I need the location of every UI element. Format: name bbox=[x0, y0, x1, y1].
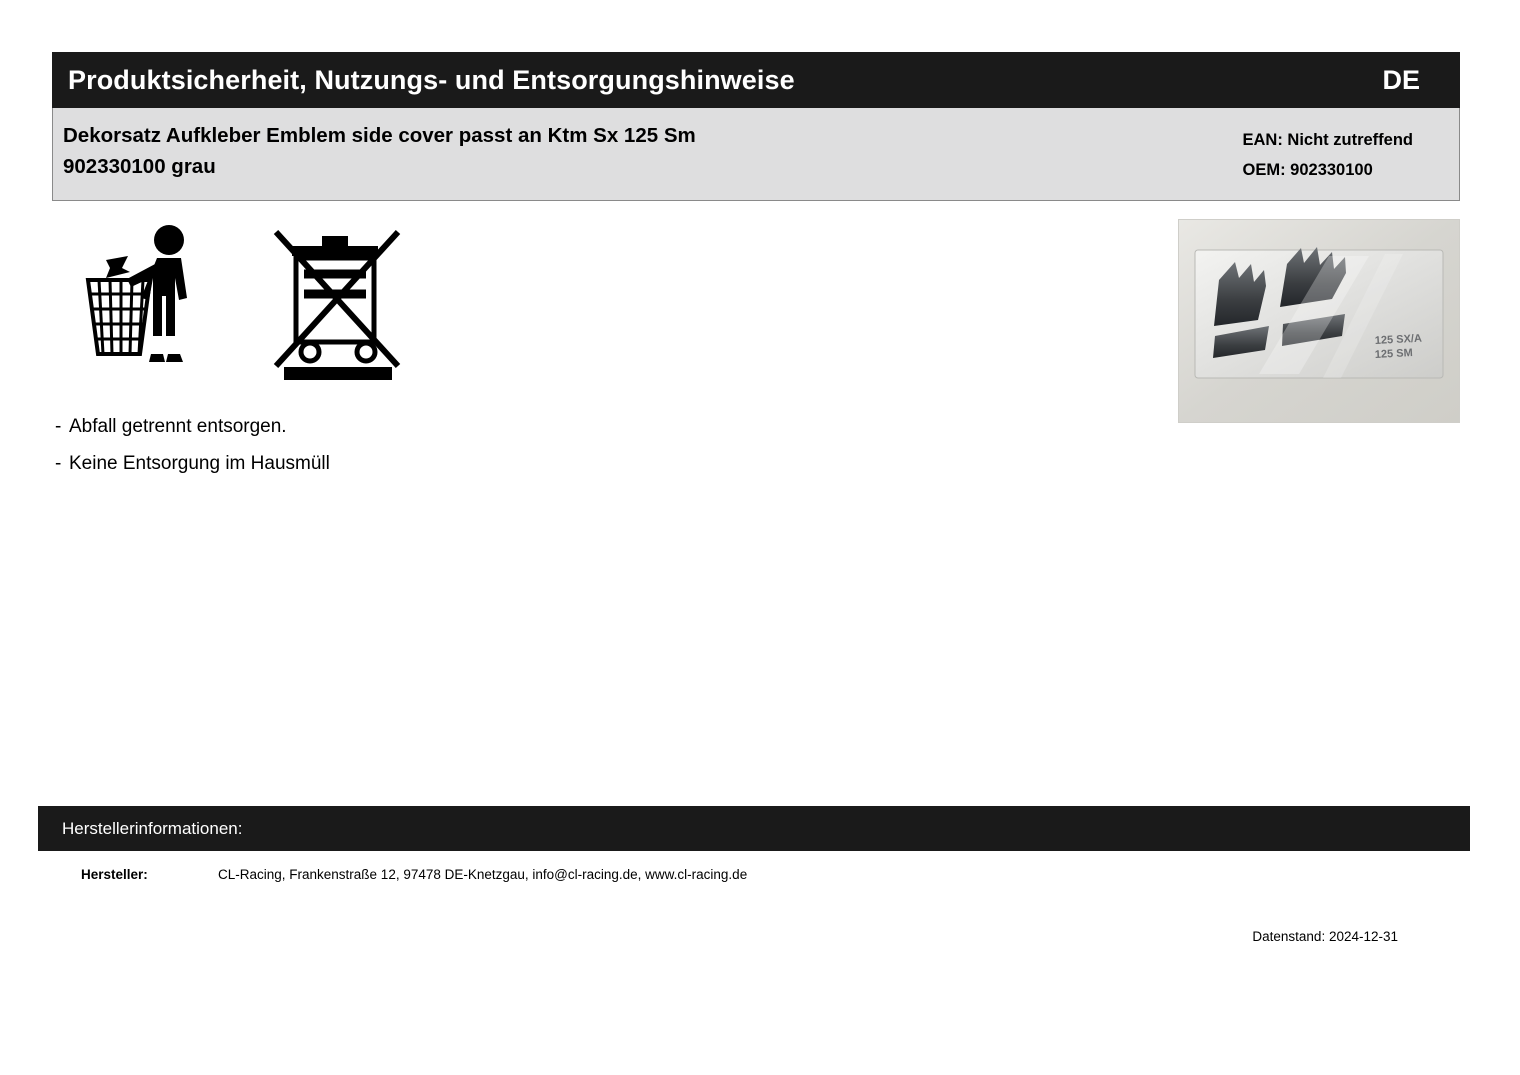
product-name-line-1: Dekorsatz Aufkleber Emblem side cover passt an Ktm Sx 125 Sm bbox=[63, 124, 696, 147]
note-text: Abfall getrennt entsorgen. bbox=[69, 416, 287, 437]
manufacturer-value: CL-Racing, Frankenstraße 12, 97478 DE-Knetzgau, info@cl-racing.de, www.cl-racing.de bbox=[218, 866, 748, 882]
manufacturer-row bbox=[38, 860, 1470, 888]
svg-text:125 SX/A: 125 SX/A bbox=[1374, 332, 1423, 347]
data-status: Datenstand: 2024-12-31 bbox=[1252, 929, 1398, 944]
bullet-dash: - bbox=[55, 416, 62, 437]
oem-value: OEM: 902330100 bbox=[1242, 161, 1373, 179]
note-text: Keine Entsorgung im Hausmüll bbox=[69, 453, 330, 474]
litter-bin-icon bbox=[80, 222, 215, 387]
list-item bbox=[55, 408, 755, 445]
manufacturer-label: Hersteller: bbox=[81, 866, 148, 882]
product-photo bbox=[1178, 219, 1460, 423]
page-title: Produktsicherheit, Nutzungs- und Entsorgungshinweise bbox=[68, 64, 795, 95]
list-item bbox=[55, 445, 755, 482]
product-name-line-2: 902330100 grau bbox=[63, 155, 216, 178]
language-badge: DE bbox=[1382, 64, 1420, 95]
product-identifiers bbox=[1243, 108, 1460, 200]
bullet-dash: - bbox=[55, 453, 62, 474]
manufacturer-section-header bbox=[38, 806, 1470, 851]
product-info-panel bbox=[52, 108, 1460, 201]
ean-value: EAN: Nicht zutreffend bbox=[1242, 131, 1413, 149]
disposal-notes bbox=[55, 408, 755, 482]
pictogram-group bbox=[80, 222, 420, 387]
product-name bbox=[53, 108, 696, 200]
crossed-out-wheelie-bin-icon bbox=[270, 224, 405, 389]
document-header bbox=[52, 52, 1460, 108]
manufacturer-section-title: Herstellerinformationen: bbox=[62, 818, 243, 838]
svg-text:125 SM: 125 SM bbox=[1374, 347, 1414, 361]
